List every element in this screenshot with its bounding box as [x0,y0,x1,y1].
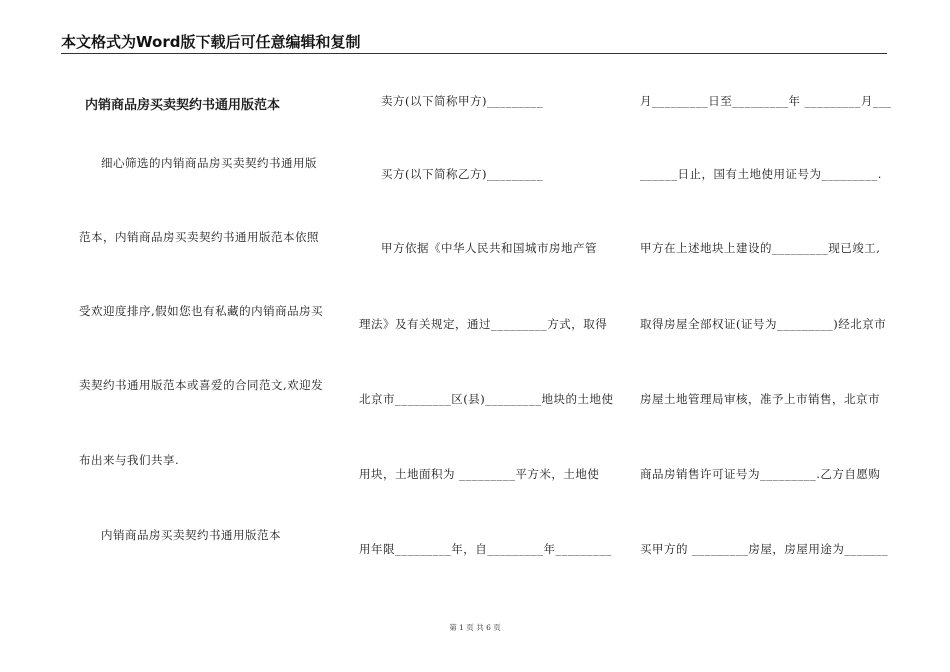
right-line-6: 商品房销售许可证号为_________.乙方自愿购 [640,467,881,481]
right-line-7: 买甲方的 _________房屋，房屋用途为_______ [640,542,889,556]
left-line-6: 内销商品房买卖契约书通用版范本 [101,528,281,542]
right-line-4: 取得房屋全部权证(证号为_________)经北京市 [640,317,887,331]
page-indicator: 第 1 页 共 6 页 [449,623,501,632]
right-line-3: 甲方在上述地块上建设的_________现已竣工, [640,241,881,255]
middle-line-2: 买方(以下简称乙方)_________ [381,167,544,181]
left-line-4: 卖契约书通用版范本或喜爱的合同范文,欢迎发 [79,378,324,392]
left-line-5: 布出来与我们共享. [79,453,180,467]
right-line-5: 房屋土地管理局审核，准予上市销售，北京市 [640,392,880,406]
middle-line-1: 卖方(以下简称甲方)_________ [381,94,544,108]
left-line-1: 细心筛选的内销商品房买卖契约书通用版 [101,156,317,170]
middle-line-6: 用块，土地面积为 _________平方米，土地使 [359,467,600,481]
left-line-3: 受欢迎度排序,假如您也有私藏的内销商品房买 [79,304,324,318]
middle-line-5: 北京市_________区(县)_________地块的土地使 [359,392,614,406]
middle-line-4: 理法》及有关规定，通过_________方式，取得 [359,317,608,331]
right-line-2: ______日止，国有土地使用证号为_________. [640,167,882,181]
header-divider [61,53,887,54]
middle-line-7: 用年限_________年，自_________年_________ [359,542,612,556]
left-line-2: 范本，内销商品房买卖契约书通用版范本依照 [79,230,319,244]
document-title: 内销商品房买卖契约书通用版范本 [85,98,281,113]
document-header-title: 本文格式为Word版下载后可任意编辑和复制 [61,33,361,51]
right-line-1: 月_________日至_________年 _________月___ [640,94,892,108]
middle-line-3: 甲方依据《中华人民共和国城市房地产管 [381,241,597,255]
